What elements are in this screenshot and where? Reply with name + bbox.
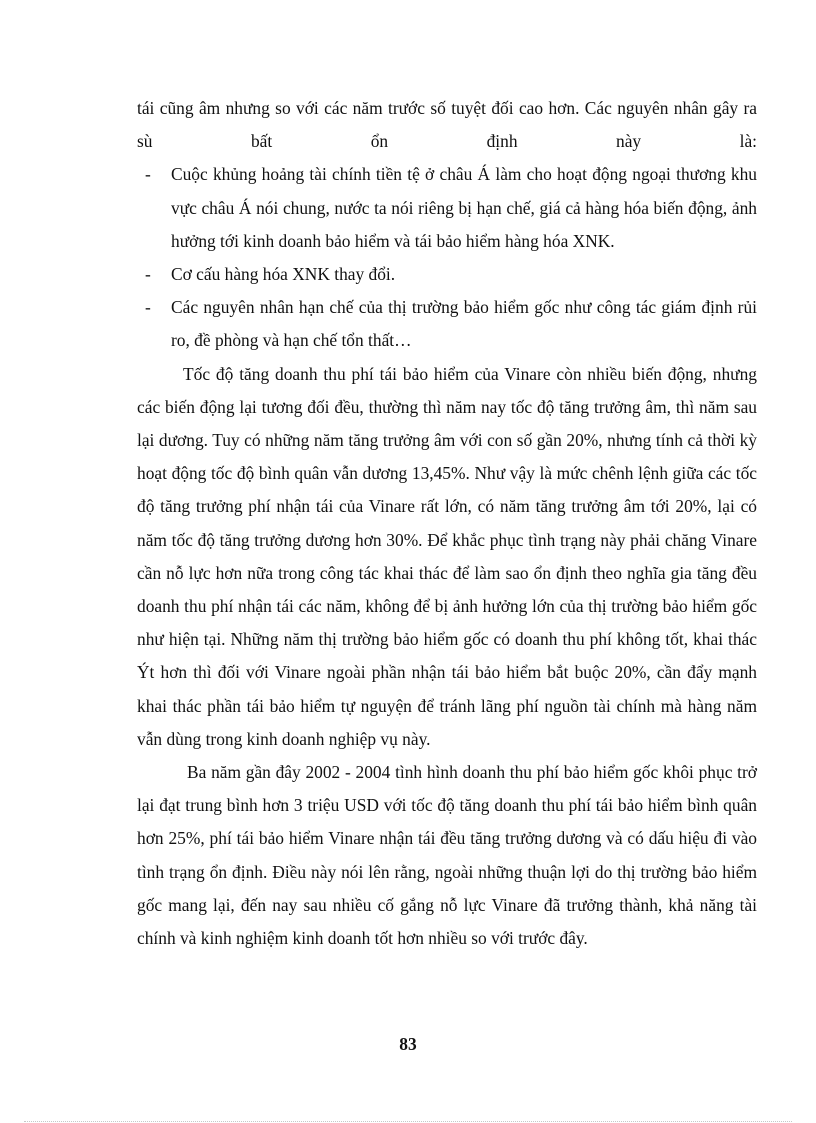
- list-item-text: Cơ cấu hàng hóa XNK thay đổi.: [171, 264, 396, 285]
- paragraph-growth-analysis: Tốc độ tăng doanh thu phí tái bảo hiểm của Vinare còn nhiều biến động, nhưng các biến động lại tương đối đều, thường thì năm nay tốc độ tăng trưởng âm, thì năm sau lại dương. Tuy có những năm tăng trưởng âm với con số gần 20%, nhưng tính cả thời kỳ hoạt động tốc độ bình quân vẫn dương 13,45%. Như vậy là mức chênh lệnh giữa các tốc độ tăng trưởng phí nhận tái của Vinare rất lớn, có năm tăng trưởng âm tới 20%, lại có năm tốc độ tăng trưởng dương hơn 30%. Để khắc phục tình trạng này phải chăng Vinare cần nỗ lực hơn nữa trong công tác khai thác để làm sao ổn định theo nghĩa gia tăng đều doanh thu phí nhận tái các năm, không để bị ảnh hưởng lớn của thị trường bảo hiểm gốc như hiện tại. Những năm thị trường bảo hiểm gốc có doanh thu phí không tốt, khai thác Ýt hơn thì đối với Vinare ngoài phần nhận tái bảo hiểm bắt buộc 20%, cần đẩy mạnh khai thác phần tái bảo hiểm tự nguyện để tránh lãng phí nguồn tài chính mà hàng năm vẫn dùng trong kinh doanh nghiệp vụ này.: [137, 363, 757, 749]
- list-item: [137, 291, 757, 357]
- page-number: 83: [399, 1034, 417, 1054]
- list-item: [137, 258, 757, 291]
- bullet-dash: -: [145, 264, 151, 285]
- body-text: [137, 92, 757, 955]
- paragraph-recent-years: Ba năm gần đây 2002 - 2004 tình hình doanh thu phí bảo hiểm gốc khôi phục trở lại đạt trung bình hơn 3 triệu USD với tốc độ tăng doanh thu phí tái bảo hiểm bình quân hơn 25%, phí tái bảo hiểm Vinare nhận tái đều tăng trưởng dương và có dấu hiệu đi vào tình trạng ổn định. Điều này nói lên rằng, ngoài những thuận lợi do thị trường bảo hiểm gốc mang lại, đến nay sau nhiều cố gắng nỗ lực Vinare đã trưởng thành, khả năng tài chính và kinh nghiệm kinh doanh tốt hơn nhiều so với trước đây.: [137, 762, 757, 949]
- list-item-text: Cuộc khủng hoảng tài chính tiền tệ ở châu Á làm cho hoạt động ngoại thương khu vực châu Á nói chung, nước ta nói riêng bị hạn chế, giá cả hàng hóa biến động, ảnh hưởng tới kinh doanh bảo hiểm và tái bảo hiểm hàng hóa XNK.: [171, 164, 757, 251]
- cause-list: [137, 158, 757, 357]
- list-item-text: Các nguyên nhân hạn chế của thị trường bảo hiểm gốc như công tác giám định rủi ro, đề phòng và hạn chế tổn thất…: [171, 297, 757, 351]
- list-item: [137, 158, 757, 258]
- page-bottom-rule: [24, 1121, 792, 1122]
- bullet-dash: -: [145, 164, 151, 185]
- continuation-paragraph: tái cũng âm nhưng so với các năm trước số tuyệt đối cao hơn. Các nguyên nhân gây ra sù bất ổn định này là:: [137, 98, 757, 152]
- bullet-dash: -: [145, 297, 151, 318]
